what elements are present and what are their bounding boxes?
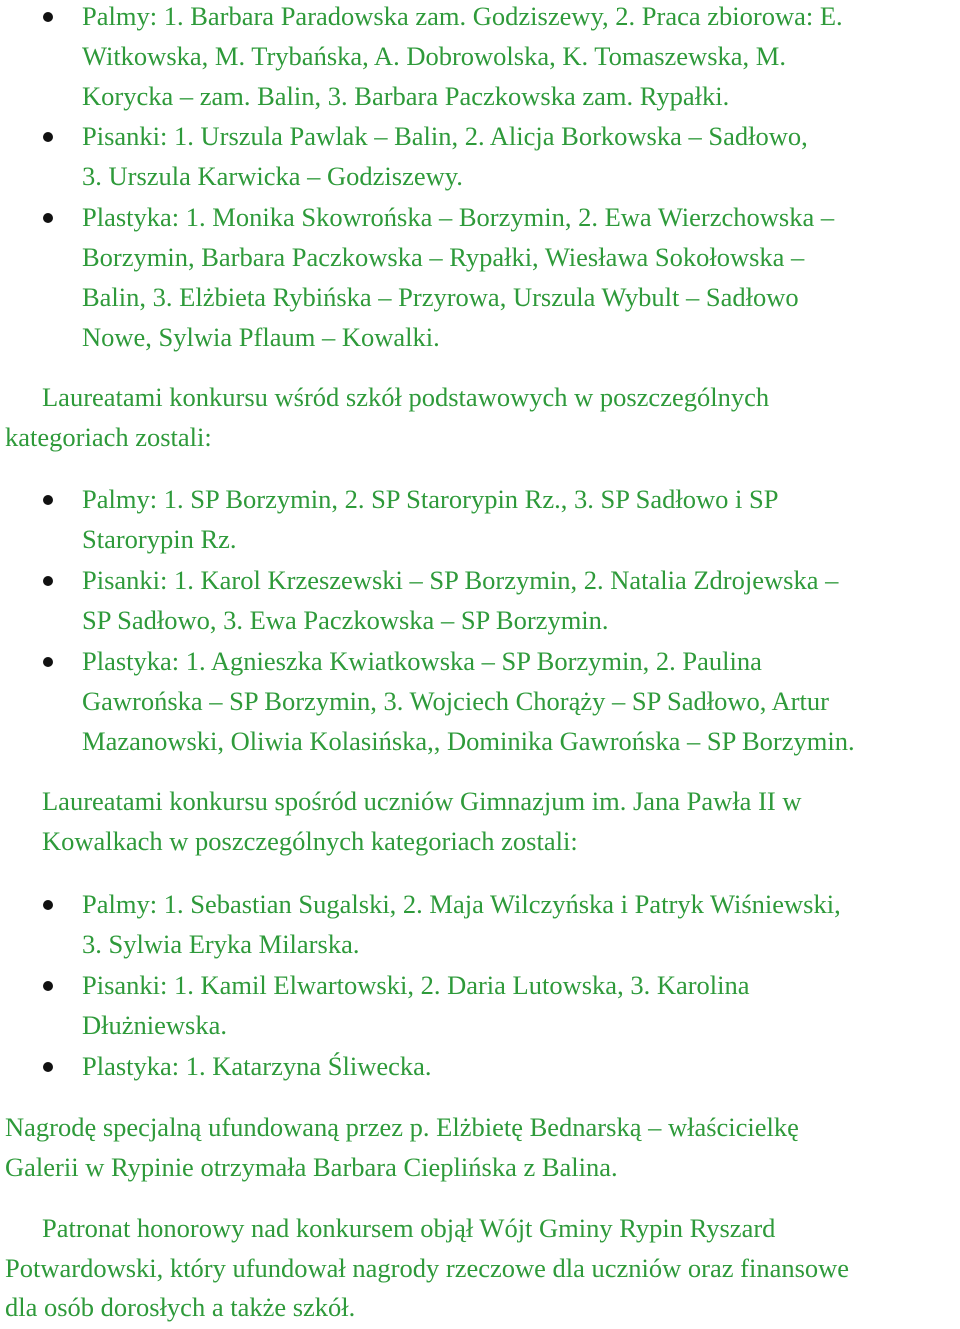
list-item-line: Plastyka: 1. Monika Skowrońska – Borzymin, 2. Ewa Wierzchowska – — [82, 202, 835, 232]
list-item-line: Palmy: 1. Barbara Paradowska zam. Godziszewy, 2. Praca zbiorowa: E. — [82, 1, 843, 31]
paragraph-line: dla osób dorosłych a także szkół. — [5, 1292, 356, 1322]
paragraph-line: Laureatami konkursu wśród szkół podstawowych w poszczególnych — [42, 382, 770, 412]
list-item-line: Nowe, Sylwia Pflaum – Kowalki. — [82, 322, 440, 352]
bullet-icon — [43, 1062, 53, 1072]
paragraph-line: Patronat honorowy nad konkursem objął Wójt Gminy Rypin Ryszard — [42, 1213, 776, 1243]
bullet-icon — [43, 132, 53, 142]
list-item-line: Pisanki: 1. Urszula Pawlak – Balin, 2. Alicja Borkowska – Sadłowo, — [82, 121, 808, 151]
bullet-icon — [43, 576, 53, 586]
list-item-line: Witkowska, M. Trybańska, A. Dobrowolska, K. Tomaszewska, M. — [82, 41, 786, 71]
list-item-line: Starorypin Rz. — [82, 524, 237, 554]
paragraph-line: Kowalkach w poszczególnych kategoriach zostali: — [42, 826, 578, 856]
paragraph-line: Potwardowski, który ufundował nagrody rzeczowe dla uczniów oraz finansowe — [5, 1253, 850, 1283]
list-item-line: Plastyka: 1. Katarzyna Śliwecka. — [82, 1051, 432, 1081]
list-item-line: Mazanowski, Oliwia Kolasińska,, Dominika Gawrońska – SP Borzymin. — [82, 726, 855, 756]
list-item-line: Pisanki: 1. Kamil Elwartowski, 2. Daria Lutowska, 3. Karolina — [82, 970, 750, 1000]
list-item-line: 3. Urszula Karwicka – Godziszewy. — [82, 161, 463, 191]
list-item-line: Palmy: 1. SP Borzymin, 2. SP Starorypin Rz., 3. SP Sadłowo i SP — [82, 484, 779, 514]
bullet-icon — [43, 495, 53, 505]
bullet-icon — [43, 213, 53, 223]
paragraph-line: Laureatami konkursu spośród uczniów Gimnazjum im. Jana Pawła II w — [42, 786, 802, 816]
bullet-icon — [43, 12, 53, 22]
bullet-icon — [43, 900, 53, 910]
list-item-line: Balin, 3. Elżbieta Rybińska – Przyrowa, Urszula Wybult – Sadłowo — [82, 282, 799, 312]
list-item-line: Borzymin, Barbara Paczkowska – Rypałki, Wiesława Sokołowska – — [82, 242, 805, 272]
list-item-line: Palmy: 1. Sebastian Sugalski, 2. Maja Wilczyńska i Patryk Wiśniewski, — [82, 889, 841, 919]
list-item-line: SP Sadłowo, 3. Ewa Paczkowska – SP Borzymin. — [82, 605, 609, 635]
paragraph-line: Galerii w Rypinie otrzymała Barbara Cieplińska z Balina. — [5, 1152, 618, 1182]
bullet-icon — [43, 657, 53, 667]
list-item-line: Dłużniewska. — [82, 1010, 227, 1040]
bullet-icon — [43, 981, 53, 991]
paragraph-line: kategoriach zostali: — [5, 422, 212, 452]
list-item-line: Pisanki: 1. Karol Krzeszewski – SP Borzymin, 2. Natalia Zdrojewska – — [82, 565, 839, 595]
paragraph-line: Nagrodę specjalną ufundowaną przez p. Elżbietę Bednarską – właścicielkę — [5, 1112, 799, 1142]
list-item-line: Plastyka: 1. Agnieszka Kwiatkowska – SP Borzymin, 2. Paulina — [82, 646, 762, 676]
list-item-line: 3. Sylwia Eryka Milarska. — [82, 929, 360, 959]
list-item-line: Gawrońska – SP Borzymin, 3. Wojciech Chorąży – SP Sadłowo, Artur — [82, 686, 829, 716]
list-item-line: Korycka – zam. Balin, 3. Barbara Paczkowska zam. Rypałki. — [82, 81, 730, 111]
